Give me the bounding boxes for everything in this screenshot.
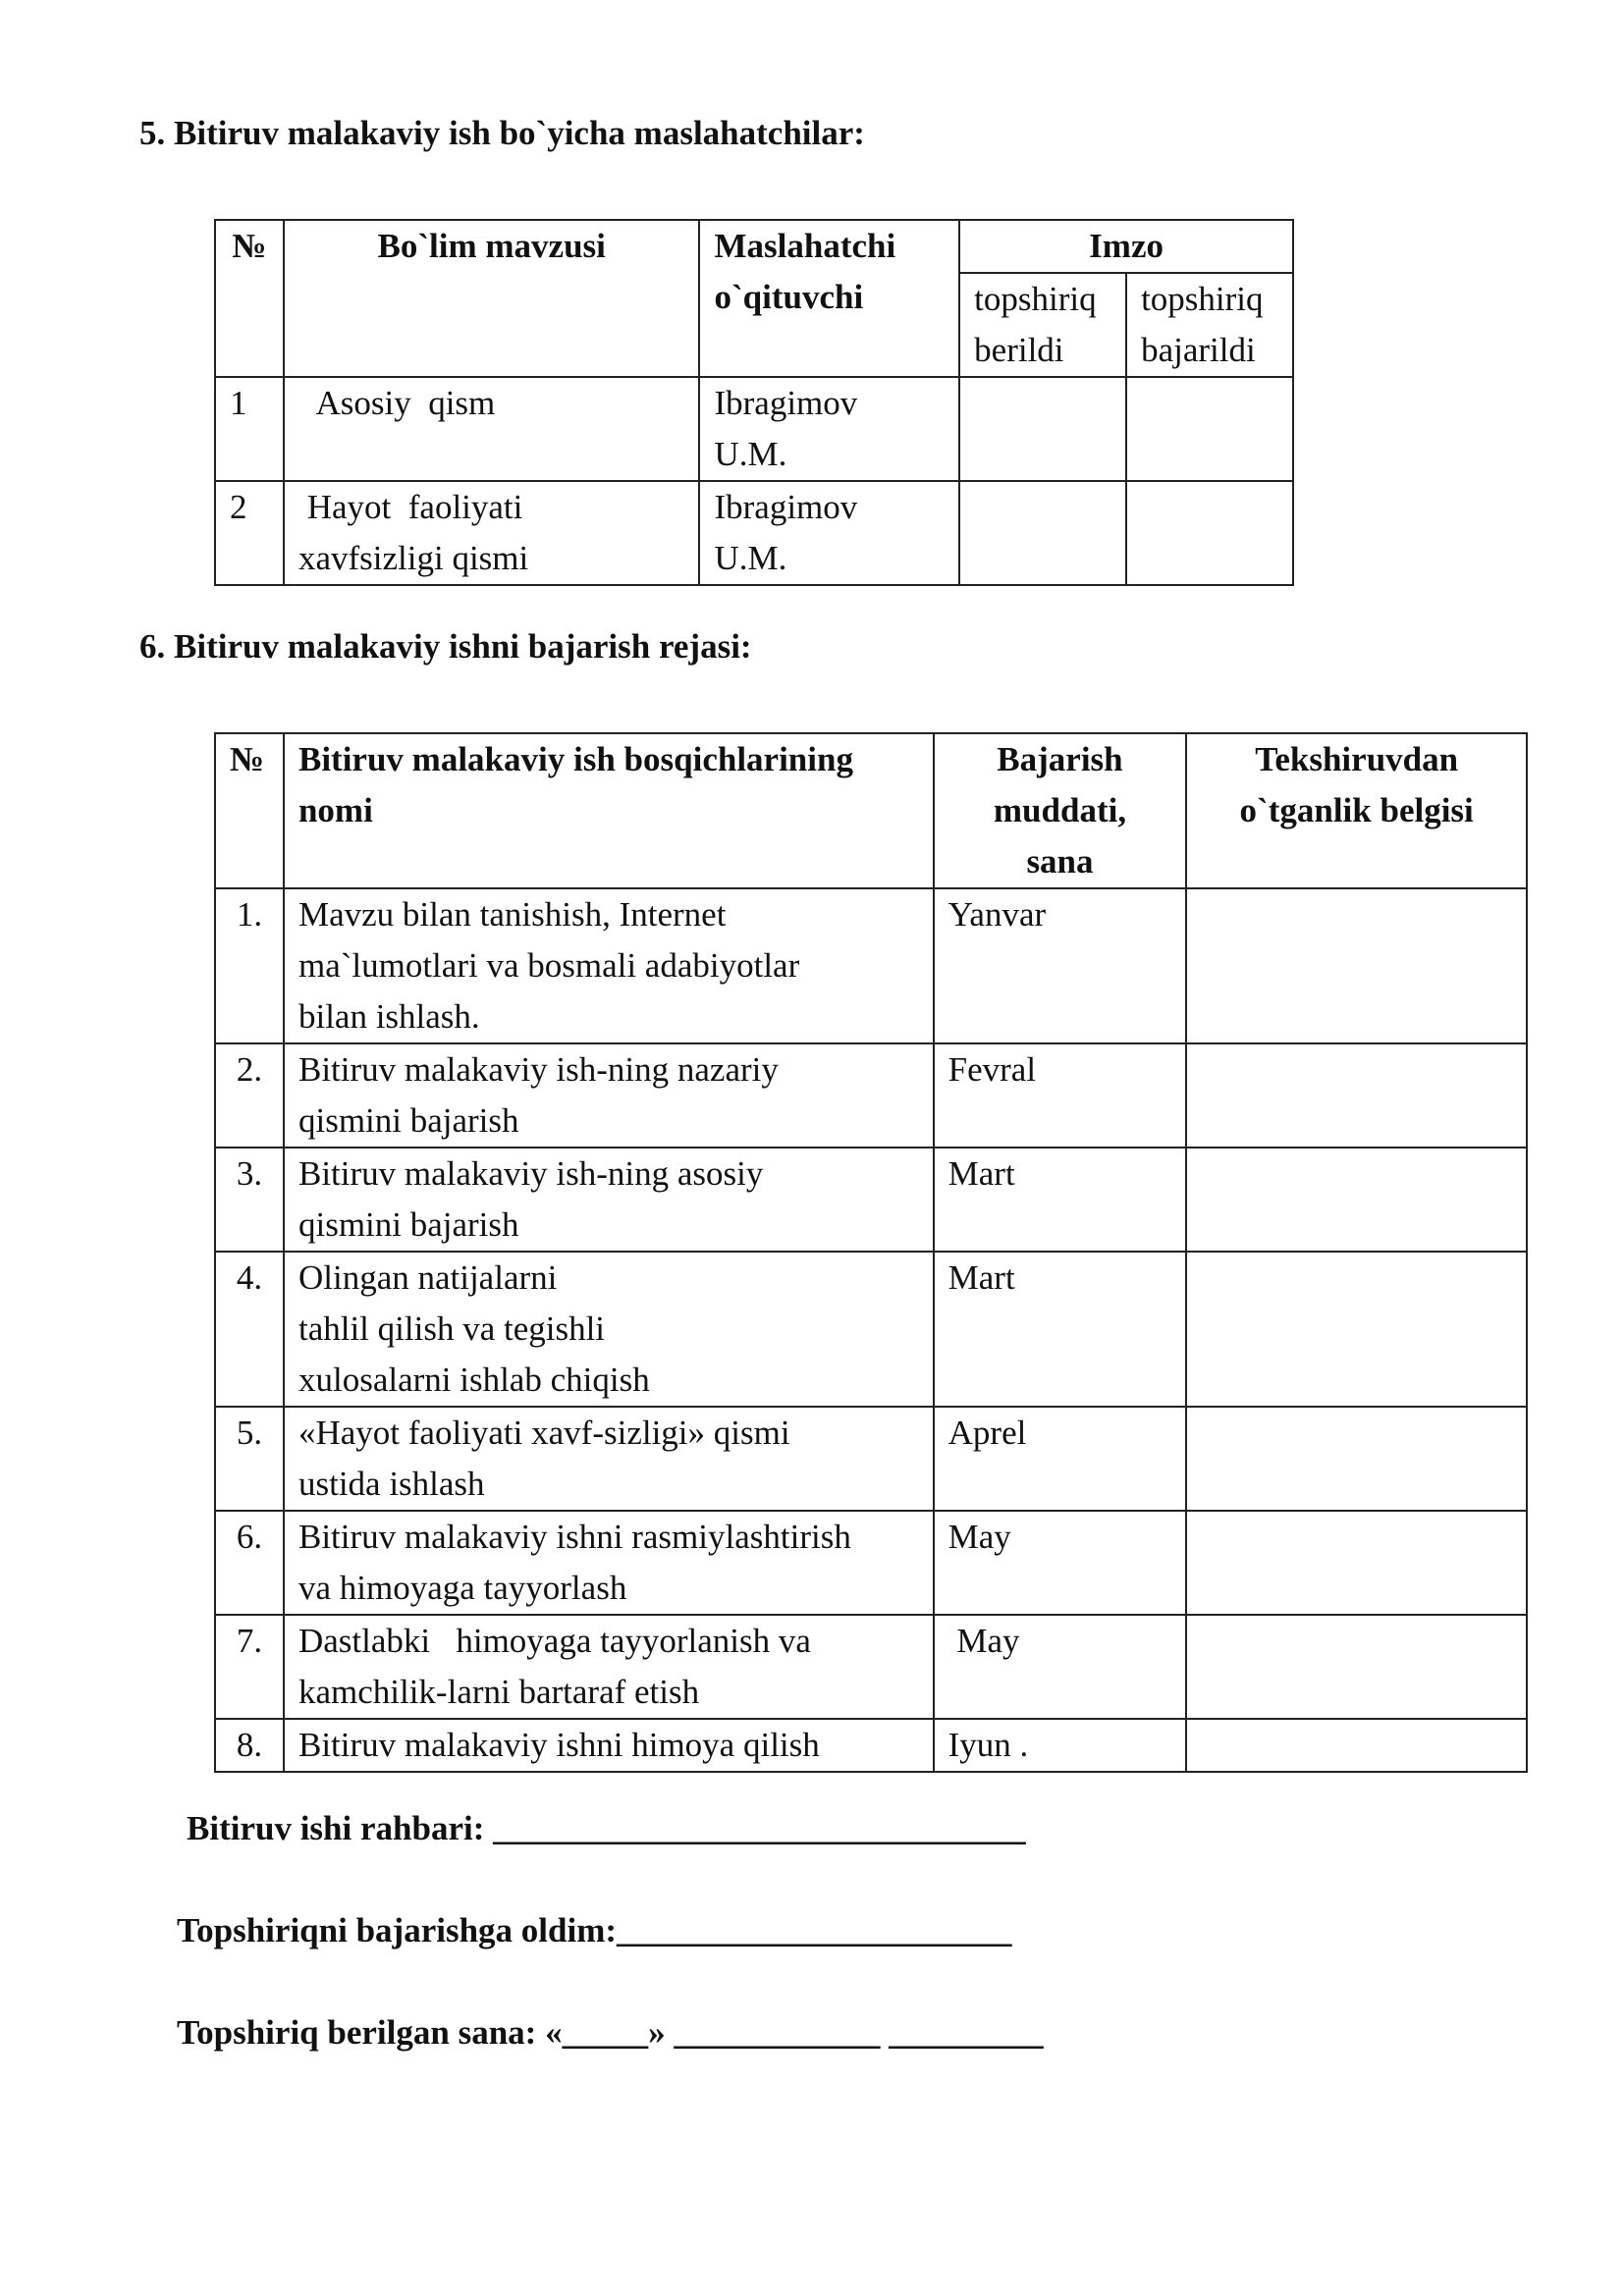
- plan-stage-header: Bitiruv malakaviy ish bosqichlarining nomi: [284, 733, 934, 888]
- plan-deadline-header: Bajarish muddati, sana: [934, 733, 1187, 888]
- plan-row-number: 5.: [215, 1407, 284, 1511]
- plan-row-number: 6.: [215, 1511, 284, 1615]
- plan-row-stage: «Hayot faoliyati xavf-sizligi» qismi ustida ishlash: [284, 1407, 934, 1511]
- table-row: [215, 1407, 1527, 1511]
- plan-row-number: 7.: [215, 1615, 284, 1719]
- plan-row-check: [1186, 1252, 1527, 1407]
- plan-row-stage: Bitiruv malakaviy ishni rasmiylashtirish va himoyaga tayyorlash: [284, 1511, 934, 1615]
- table-row: [215, 1148, 1527, 1252]
- table-row: [215, 481, 1293, 585]
- supervisor-signature-line: Bitiruv ishi rahbari: _______________________________: [187, 1809, 1026, 1847]
- row-done-signature: [1126, 377, 1293, 481]
- plan-row-check: [1186, 1719, 1527, 1772]
- row-number: 2: [215, 481, 284, 585]
- plan-no-header: №: [215, 733, 284, 888]
- col-signature-header: Imzo: [959, 220, 1293, 273]
- table-row: [215, 1511, 1527, 1615]
- section6-title: 6. Bitiruv malakaviy ishni bajarish rejasi:: [139, 627, 752, 666]
- plan-row-number: 3.: [215, 1148, 284, 1252]
- col-advisor-header: Maslahatchi o`qituvchi: [699, 220, 959, 377]
- row-topic: Asosiy qism: [284, 377, 700, 481]
- col-topic-header: Bo`lim mavzusi: [284, 220, 700, 377]
- row-advisor: Ibragimov U.M.: [699, 377, 959, 481]
- table-row: [215, 888, 1527, 1043]
- table-row: [215, 1043, 1527, 1148]
- plan-row-check: [1186, 1148, 1527, 1252]
- plan-row-check: [1186, 1511, 1527, 1615]
- plan-row-number: 4.: [215, 1252, 284, 1407]
- advisors-header-row: [215, 220, 1293, 273]
- col-given-header: topshiriq berildi: [959, 273, 1126, 377]
- plan-row-number: 2.: [215, 1043, 284, 1148]
- plan-header-row: [215, 733, 1527, 888]
- plan-row-check: [1186, 1043, 1527, 1148]
- plan-row-number: 8.: [215, 1719, 284, 1772]
- plan-row-stage: Bitiruv malakaviy ishni himoya qilish: [284, 1719, 934, 1772]
- row-number: 1: [215, 377, 284, 481]
- plan-row-stage: Dastlabki himoyaga tayyorlanish va kamchilik-larni bartaraf etish: [284, 1615, 934, 1719]
- accepted-signature-line: Topshiriqni bajarishga oldim:_______________________: [177, 1911, 1012, 1949]
- row-given-signature: [959, 481, 1126, 585]
- table-row: [215, 377, 1293, 481]
- section5-title: 5. Bitiruv malakaviy ish bo`yicha maslahatchilar:: [139, 114, 865, 152]
- row-done-signature: [1126, 481, 1293, 585]
- plan-row-deadline: May: [934, 1615, 1187, 1719]
- plan-row-number: 1.: [215, 888, 284, 1043]
- row-given-signature: [959, 377, 1126, 481]
- advisors-table: [214, 219, 1294, 586]
- assignment-date-line: Topshiriq berilgan sana: «_____» ____________ _________: [177, 2013, 1044, 2052]
- work-plan-table: [214, 732, 1528, 1773]
- table-row: [215, 1719, 1527, 1772]
- plan-row-deadline: Mart: [934, 1252, 1187, 1407]
- plan-row-deadline: Yanvar: [934, 888, 1187, 1043]
- col-no-header: №: [215, 220, 284, 377]
- plan-row-deadline: Mart: [934, 1148, 1187, 1252]
- plan-row-check: [1186, 888, 1527, 1043]
- plan-row-stage: Mavzu bilan tanishish, Internet ma`lumotlari va bosmali adabiyotlar bilan ishlash.: [284, 888, 934, 1043]
- row-advisor: Ibragimov U.M.: [699, 481, 959, 585]
- plan-row-deadline: Iyun .: [934, 1719, 1187, 1772]
- row-topic: Hayot faoliyati xavfsizligi qismi: [284, 481, 700, 585]
- table-row: [215, 1615, 1527, 1719]
- col-done-header: topshiriq bajarildi: [1126, 273, 1293, 377]
- table-row: [215, 1252, 1527, 1407]
- plan-row-check: [1186, 1407, 1527, 1511]
- plan-row-deadline: Fevral: [934, 1043, 1187, 1148]
- plan-row-stage: Bitiruv malakaviy ish-ning nazariy qismini bajarish: [284, 1043, 934, 1148]
- plan-row-deadline: May: [934, 1511, 1187, 1615]
- plan-row-check: [1186, 1615, 1527, 1719]
- plan-row-stage: Bitiruv malakaviy ish-ning asosiy qismini bajarish: [284, 1148, 934, 1252]
- plan-row-stage: Olingan natijalarni tahlil qilish va tegishli xulosalarni ishlab chiqish: [284, 1252, 934, 1407]
- plan-check-header: Tekshiruvdan o`tganlik belgisi: [1186, 733, 1527, 888]
- plan-row-deadline: Aprel: [934, 1407, 1187, 1511]
